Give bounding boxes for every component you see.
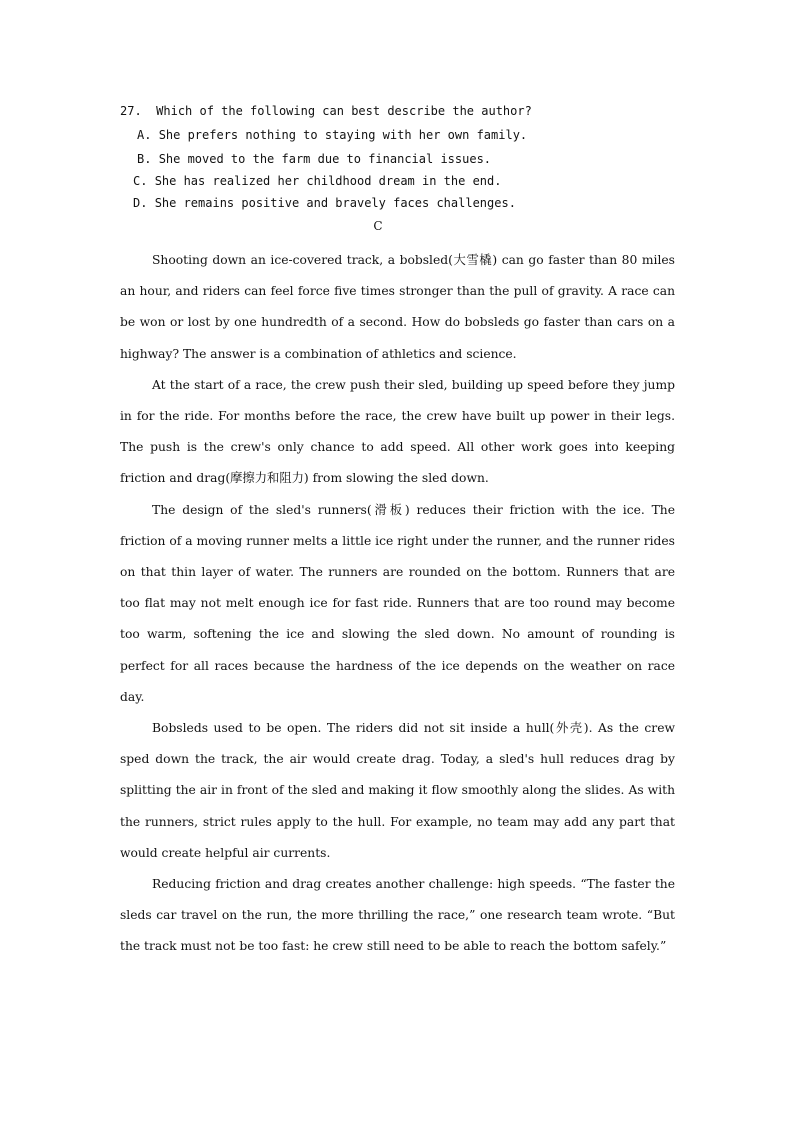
option-a [137, 127, 527, 143]
option-letter: B. [137, 152, 152, 166]
passage-paragraph: Reducing friction and drag creates another challenge: high speeds. “The faster the sleds car travel on the run, the more thrilling the race,” one research team wrote. “But the track must not be too fast: he crew still need to be able to reach the bottom safely.” [120, 877, 675, 954]
question-stem [120, 103, 532, 119]
option-text: She prefers nothing to staying with her own family. [158, 128, 528, 142]
reading-passage [120, 245, 675, 963]
question-text: Which of the following can best describe the author? [156, 104, 532, 118]
option-letter: C. [133, 174, 148, 188]
passage-paragraph: Shooting down an ice-covered track, a bobsled(大雪橇) can go faster than 80 miles an hour, and riders can feel force five times stronger than the pull of gravity. A race can be won or lost by one hundredth of a second. How do bobsleds go faster than cars on a highway? The answer is a combination of athletics and science. [120, 253, 675, 361]
option-text: She remains positive and bravely faces challenges. [154, 196, 516, 210]
passage-paragraph: The design of the sled's runners(滑板) reduces their friction with the ice. The friction of a moving runner melts a little ice right under the runner, and the runner rides on that thin layer of water. The runners are rounded on the bottom. Runners that are too flat may not melt enough ice for fast ride. Runners that are too round may become too warm, softening the ice and slowing the sled down. No amount of rounding is perfect for all races because the hardness of the ice depends on the weather on race day. [120, 502, 675, 704]
option-letter: A. [137, 128, 152, 142]
passage-paragraph: At the start of a race, the crew push their sled, building up speed before they jump in for the ride. For months before the race, the crew have built up power in their legs. The push is the crew's only chance to add speed. All other work goes into keeping friction and drag(摩擦力和阻力) from slowing the sled down. [120, 377, 675, 486]
passage-paragraph: Bobsleds used to be open. The riders did not sit inside a hull(外壳). As the crew sped down the track, the air would create drag. Today, a sled's hull reduces drag by splitting the air in front of the sled and making it flow smoothly along the slides. As with the runners, strict rules apply to the hull. For example, no team may add any part that would create helpful air currents. [120, 721, 675, 860]
option-letter: D. [133, 196, 148, 210]
option-text: She has realized her childhood dream in the end. [154, 174, 502, 188]
option-b [137, 151, 491, 167]
question-number: 27. [120, 104, 142, 118]
option-c [133, 173, 501, 189]
option-d [133, 195, 516, 211]
option-text: She moved to the farm due to financial issues. [158, 152, 492, 166]
section-heading: C [373, 219, 383, 233]
